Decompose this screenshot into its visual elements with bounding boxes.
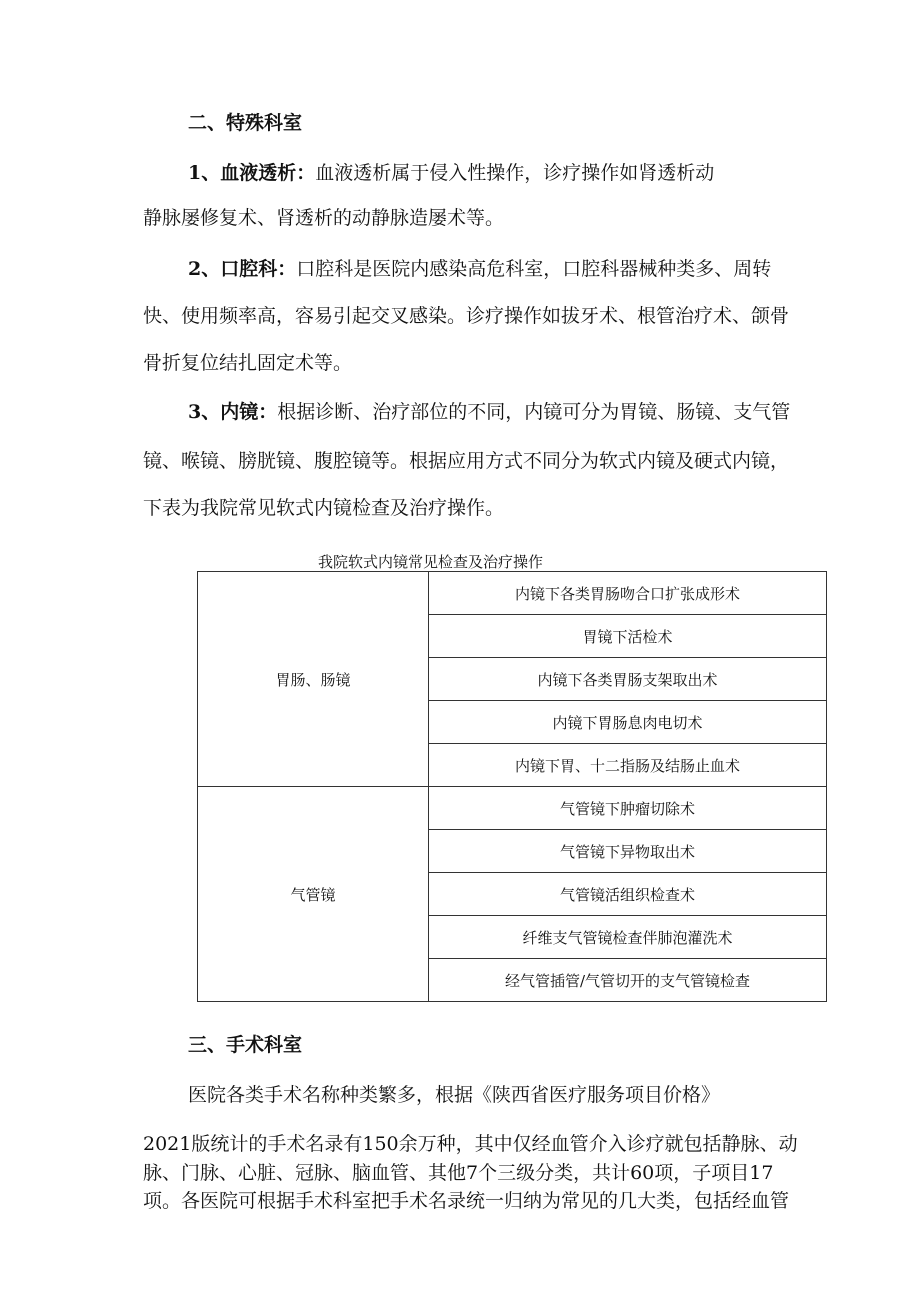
procedure-cell: 气管镜下异物取出术 [429,830,827,873]
endoscopy-table [197,571,827,1002]
hemodialysis-text-1: 血液透析属于侵入性操作，诊疗操作如肾透析动 [315,162,715,184]
table-row [198,572,827,615]
section2-heading: 二、特殊科室 [188,112,303,134]
surgery-line-4: 项。各医院可根据手术科室把手术名录统一归纳为常见的几大类，包括经血管 [143,1190,790,1212]
hemodialysis-line-1 [188,162,714,185]
procedure-cell: 气管镜活组织检查术 [429,873,827,916]
procedure-cell: 纤维支气管镜检查伴肺泡灌洗术 [429,916,827,959]
surgery-line-1: 医院各类手术名称种类繁多，根据《陕西省医疗服务项目价格》 [188,1084,721,1106]
stomatology-line-2: 快、使用频率高，容易引起交叉感染。诊疗操作如拔牙术、根管治疗术、颌骨 [143,305,790,327]
surgery-line-3: 脉、门脉、心脏、冠脉、脑血管、其他7个三级分类，共计60项，子项目17 [143,1162,774,1184]
procedure-cell: 内镜下各类胃肠支架取出术 [429,658,827,701]
surgery-line-2: 2021版统计的手术名录有150余万种，其中仅经血管介入诊疗就包括静脉、动 [143,1133,798,1155]
hemodialysis-title: 1、血液透析： [188,162,316,184]
procedure-cell: 胃镜下活检术 [429,615,827,658]
stomatology-title: 2、口腔科： [188,258,297,280]
endoscopy-title: 3、内镜： [188,401,278,423]
hemodialysis-line-2: 静脉屡修复术、肾透析的动静脉造屡术等。 [143,207,505,229]
table-row [198,787,827,830]
procedure-cell: 气管镜下肿瘤切除术 [429,787,827,830]
procedure-cell: 内镜下胃肠息肉电切术 [429,701,827,744]
endoscopy-line-1 [188,401,790,424]
endoscopy-line-2: 镜、喉镜、膀胱镜、腹腔镜等。根据应用方式不同分为软式内镜及硬式内镜， [143,450,790,472]
endoscopy-text-1: 根据诊断、治疗部位的不同，内镜可分为胃镜、肠镜、支气管 [277,401,791,423]
category-cell-bronch: 气管镜 [198,787,429,1002]
stomatology-text-1: 口腔科是医院内感染高危科室，口腔科器械种类多、周转 [296,258,772,280]
table-caption: 我院软式内镜常见检查及治疗操作 [318,553,544,571]
stomatology-line-1 [188,258,771,281]
category-cell-gastro: 胃肠、肠镜 [198,572,429,787]
procedure-cell: 经气管插管/气管切开的支气管镜检查 [429,959,827,1002]
section3-heading: 三、手术科室 [188,1034,303,1056]
stomatology-line-3: 骨折复位结扎固定术等。 [143,352,353,374]
endoscopy-line-3: 下表为我院常见软式内镜检查及治疗操作。 [143,497,505,519]
procedure-cell: 内镜下胃、十二指肠及结肠止血术 [429,744,827,787]
procedure-cell: 内镜下各类胃肠吻合口扩张成形术 [429,572,827,615]
